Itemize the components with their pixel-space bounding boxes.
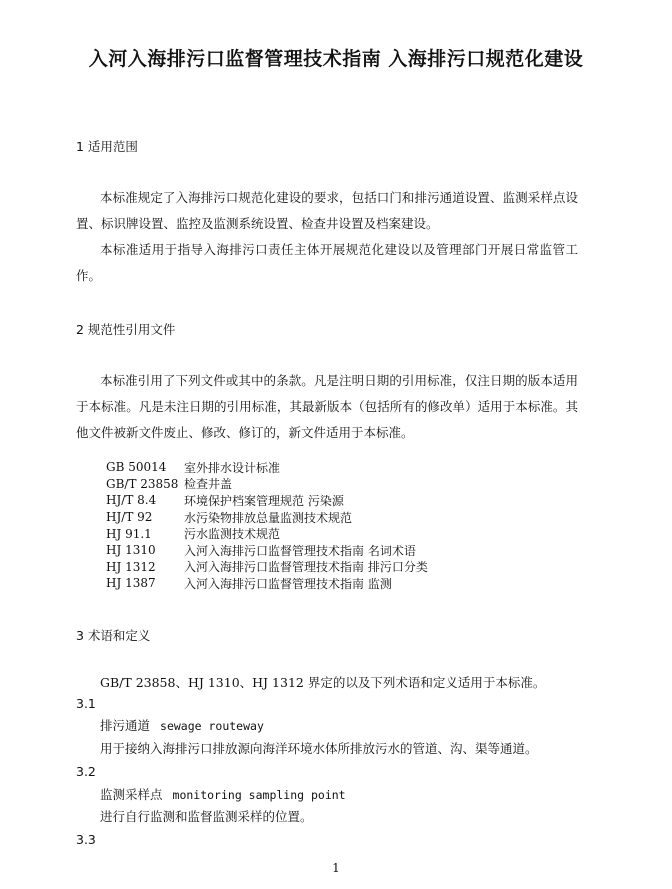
reference-name: 水污染物排放总量监测技术规范 <box>184 510 353 525</box>
reference-code: HJ 1310 <box>106 543 156 558</box>
term-number: 3.1 <box>76 696 96 711</box>
reference-name: 入河入海排污口监督管理技术指南 监测 <box>184 576 392 591</box>
terms-intro-text: 界定的以及下列术语和定义适用于本标准。 <box>303 675 546 690</box>
reference-code: HJ/T 92 <box>106 510 153 525</box>
term-title <box>100 785 346 803</box>
reference-item <box>106 459 428 476</box>
term-title <box>100 716 264 734</box>
term-name-zh: 排污通道 <box>100 718 151 733</box>
document-title: 入河入海排污口监督管理技术指南 入海排污口规范化建设 <box>88 48 584 70</box>
section-heading-terms: 3 术语和定义 <box>76 628 151 643</box>
paragraph-scope-1: 本标准规定了入海排污口规范化建设的要求，包括口门和排污通道设置、监测采样点设置、标识牌设置、监控及监测系统设置、检查井设置及档案建设。 <box>76 190 578 231</box>
reference-name: 入河入海排污口监督管理技术指南 名词术语 <box>184 543 416 558</box>
reference-list <box>106 459 428 592</box>
reference-item <box>106 559 428 576</box>
reference-code: HJ 1387 <box>106 576 156 591</box>
reference-name: 入河入海排污口监督管理技术指南 排污口分类 <box>184 560 428 575</box>
reference-item <box>106 542 428 559</box>
terms-intro-codes: GB/T 23858、HJ 1310、HJ 1312 <box>100 675 304 690</box>
reference-code: HJ/T 8.4 <box>106 493 157 508</box>
reference-item <box>106 509 428 526</box>
term-definition: 用于接纳入海排污口排放源向海洋环境水体所排放污水的管道、沟、渠等通道。 <box>100 741 538 756</box>
term-name-en: monitoring sampling point <box>172 788 346 802</box>
reference-code: HJ 1312 <box>106 559 156 574</box>
reference-code: GB 50014 <box>106 460 167 475</box>
reference-name: 环境保护档案管理规范 污染源 <box>184 493 344 508</box>
reference-name: 检查井盖 <box>184 477 233 492</box>
reference-item <box>106 525 428 542</box>
section-heading-scope: 1 适用范围 <box>76 139 138 154</box>
reference-name: 污水监测技术规范 <box>184 527 281 542</box>
reference-item <box>106 476 428 493</box>
term-number: 3.3 <box>76 832 96 847</box>
term-name-en: sewage routeway <box>160 719 264 733</box>
page-number: 1 <box>332 861 340 875</box>
term-definition: 进行自行监测和监督监测采样的位置。 <box>100 809 313 824</box>
reference-code: GB/T 23858 <box>106 476 179 491</box>
section-heading-references: 2 规范性引用文件 <box>76 322 176 337</box>
terms-intro <box>100 673 545 691</box>
term-name-zh: 监测采样点 <box>100 787 163 802</box>
paragraph-references: 本标准引用了下列文件或其中的条款。凡是注明日期的引用标准，仅注日期的版本适用于本标准。凡是未注日期的引用标准，其最新版本（包括所有的修改单）适用于本标准。其他文件被新文件废止、修改、修订的，新文件适用于本标准。 <box>76 373 578 440</box>
reference-item <box>106 492 428 509</box>
reference-code: HJ 91.1 <box>106 526 152 541</box>
paragraph-scope-2: 本标准适用于指导入海排污口责任主体开展规范化建设以及管理部门开展日常监管工作。 <box>76 242 578 283</box>
reference-name: 室外排水设计标准 <box>184 460 281 475</box>
term-number: 3.2 <box>76 764 96 779</box>
reference-item <box>106 575 428 592</box>
